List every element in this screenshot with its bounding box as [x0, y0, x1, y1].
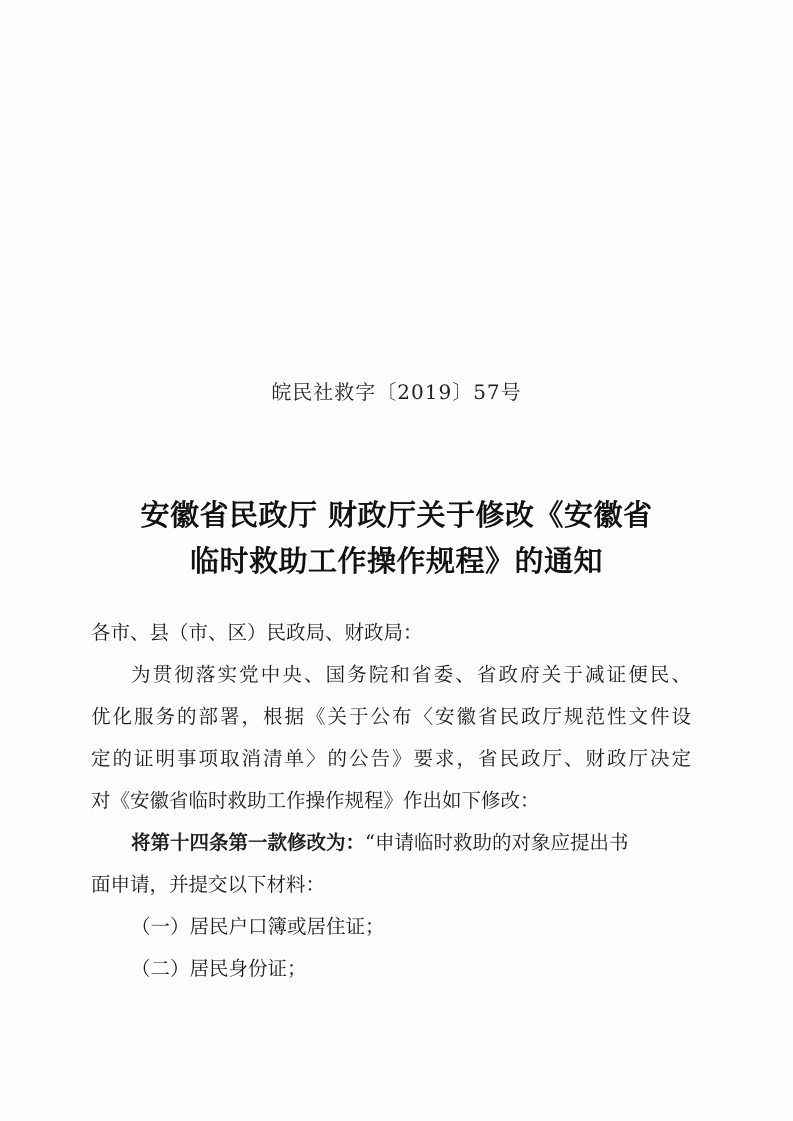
- title-line-1: 安徽省民政厅 财政厅关于修改《安徽省: [140, 498, 653, 532]
- paragraph1-line-3: 定的证明事项取消清单〉的公告》要求，省民政厅、财政厅决定: [91, 747, 691, 770]
- paragraph1-line-1: 为贯彻落实党中央、国务院和省委、省政府关于减证便民、: [131, 663, 691, 686]
- paragraph1-line-2: 优化服务的部署，根据《关于公布〈安徽省民政厅规范性文件设: [91, 705, 691, 728]
- amendment-lead: 将第十四条第一款修改为：: [131, 831, 366, 854]
- amendment-text: “申请临时救助的对象应提出书: [365, 831, 629, 854]
- document-number: 皖民社救字〔2019〕57号: [271, 380, 522, 404]
- title-line-2: 临时救助工作操作规程》的通知: [189, 544, 603, 578]
- salutation: 各市、县（市、区）民政局、财政局：: [91, 621, 423, 644]
- list-item-2: （二）居民身份证；: [131, 957, 307, 980]
- list-item-1: （一）居民户口簿或居住证；: [131, 915, 385, 938]
- document-body: [91, 612, 691, 990]
- paragraph1-line-4: 对《安徽省临时救助工作操作规程》作出如下修改：: [91, 789, 540, 812]
- paragraph2-line-1: [91, 822, 691, 864]
- document-title: [0, 492, 793, 584]
- paragraph2-line-2: 面申请，并提交以下材料：: [91, 873, 326, 896]
